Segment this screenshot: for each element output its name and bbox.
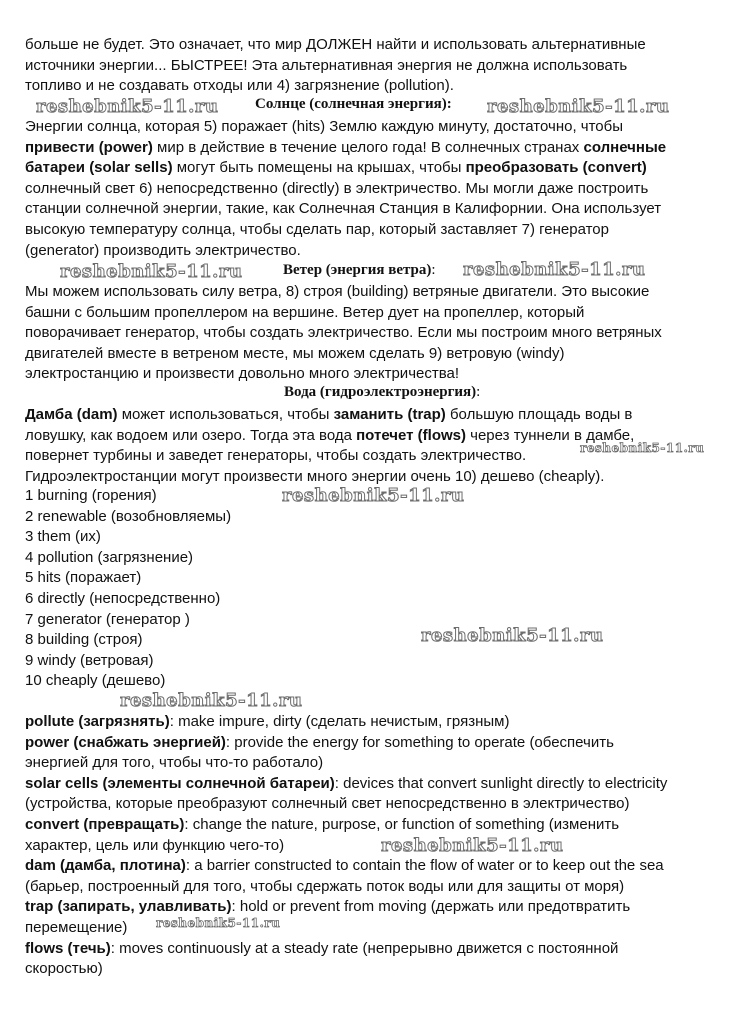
text-line: электростанцию и произвести довольно много электричества! [25, 365, 460, 383]
answers-list [25, 486, 725, 692]
text-run: повернет турбины и заведет генераторы, чтобы создать электричество. [25, 447, 527, 465]
glossary-entry [25, 774, 725, 795]
glossary-definition: : devices that convert sunlight directly to electricity [334, 774, 668, 792]
glossary-definition: : change the nature, purpose, or function of something (изменить [184, 815, 620, 833]
watermark: reshebnik5-11.ru [120, 690, 303, 711]
answer-item: 2 renewable (возобновляемы) [25, 507, 232, 525]
bold-term: Дамба (dam) [25, 406, 118, 423]
glossary-definition: энергией для того, чтобы что-то работало) [25, 754, 324, 772]
glossary-definition: : moves continuously at a steady rate (непрерывно движется с постоянной [110, 939, 619, 957]
glossary-continuation [25, 959, 725, 980]
glossary-entry [25, 856, 725, 877]
glossary-definition: : make impure, dirty (сделать нечистым, грязным) [169, 713, 510, 730]
answer-item: 4 pollution (загрязнение) [25, 548, 194, 566]
watermark: reshebnik5-11.ru [60, 261, 243, 282]
glossary-definition: (барьер, построенный для того, чтобы сдержать поток воды или для защиты от моря) [25, 877, 625, 895]
glossary-entry [25, 733, 725, 754]
heading-colon: : [431, 262, 436, 278]
watermark: reshebnik5-11.ru [421, 625, 604, 646]
watermark: reshebnik5-11.ru [282, 485, 465, 506]
text-run: могут быть помещены на крышах, чтобы [172, 159, 466, 177]
answer-item: 7 generator (генератор ) [25, 610, 190, 628]
sun-paragraph [25, 117, 725, 261]
text-line: больше не будет. Это означает, что мир ДОЛЖЕН найти и использовать альтернативные [25, 36, 646, 53]
text-run: может использоваться, чтобы [117, 406, 334, 423]
text-run: солнечный свет 6) непосредственно (directly) в электричество. Мы могли даже построить [25, 179, 649, 197]
watermark: reshebnik5-11.ru [580, 441, 705, 455]
glossary-term: flows (течь) [25, 939, 111, 957]
glossary-continuation [25, 794, 725, 815]
text-line: поворачивает генератор, чтобы создать электричество. Если мы построим много ветряных [25, 324, 662, 342]
section-heading-sun: Солнце (солнечная энергия): [255, 96, 452, 112]
text-line: Мы можем использовать силу ветра, 8) строя (building) ветряные двигатели. Это высокие [25, 283, 650, 300]
glossary-definition: : hold or prevent from moving (держать или предотвратить [231, 898, 631, 916]
glossary-continuation [25, 877, 725, 898]
glossary-definition: перемещение) [25, 918, 128, 936]
answer-item: 1 burning (горения) [25, 487, 157, 504]
text-line [25, 199, 725, 220]
glossary-entry [25, 939, 725, 960]
glossary-term: dam (дамба, плотина) [25, 857, 186, 875]
glossary-term: power (снабжать энергией) [25, 733, 226, 751]
text-line: башни с большим пропеллером на вершине. Ветер дует на пропеллер, который [25, 303, 585, 321]
watermark: reshebnik5-11.ru [36, 96, 219, 117]
text-line [25, 220, 725, 241]
glossary-entry [25, 897, 725, 918]
heading-colon: : [476, 384, 481, 400]
heading-text: Ветер (энергия ветра) [283, 262, 432, 278]
answer-item: 9 windy (ветровая) [25, 651, 154, 669]
glossary-definition: : a barrier constructed to contain the flow of water or to keep out the sea [185, 857, 664, 875]
glossary-continuation [25, 918, 725, 939]
glossary-term: pollute (загрязнять) [25, 713, 170, 730]
answer-item: 8 building (строя) [25, 631, 143, 649]
glossary-term: convert (превращать) [25, 815, 185, 833]
text-run: большую площадь воды в [445, 406, 633, 423]
text-line [25, 138, 725, 159]
text-run: (generator) производить электричество. [25, 241, 301, 259]
glossary-definition: : provide the energy for something to operate (обеспечить [225, 733, 614, 751]
bold-term: преобразовать (convert) [465, 159, 647, 177]
watermark: reshebnik5-11.ru [381, 835, 564, 856]
glossary-continuation [25, 753, 725, 774]
watermark: reshebnik5-11.ru [463, 259, 646, 280]
watermark: reshebnik5-11.ru [487, 96, 670, 117]
glossary-definition: характер, цель или функцию чего-то) [25, 836, 285, 854]
bold-term: заманить (trap) [333, 406, 446, 423]
section-heading-wind [283, 262, 436, 279]
section-heading-water [284, 384, 480, 401]
answer-item: 6 directly (непосредственно) [25, 589, 221, 607]
watermark: reshebnik5-11.ru [156, 916, 281, 930]
bold-term: привести (power) [25, 138, 153, 156]
heading-text: Вода (гидроэлектроэнергия) [284, 384, 477, 400]
glossary-term: solar cells (элементы солнечной батареи) [25, 774, 335, 792]
text-line [25, 158, 725, 179]
glossary-continuation [25, 836, 725, 857]
text-run: Гидроэлектростанции могут произвести много энергии очень 10) дешево (cheaply). [25, 467, 605, 485]
glossary-entry [25, 712, 725, 733]
bold-term: батареи (solar sells) [25, 159, 173, 177]
intro-paragraph [25, 35, 725, 97]
text-run: мир в действие в течение целого года! В солнечных странах [152, 138, 584, 156]
answer-item: 3 them (их) [25, 528, 101, 546]
text-line: двигателей вместе в ветреном месте, мы можем сделать 9) ветровую (windy) [25, 344, 565, 362]
answer-item: 10 cheaply (дешево) [25, 672, 166, 690]
bold-term: потечет (flows) [356, 426, 466, 444]
text-line: топливо и не создавать отходы или 4) загрязнение (pollution). [25, 77, 454, 95]
text-run: ловушку, как водоем или озеро. Тогда эта вода [25, 426, 357, 444]
text-run: через туннели в дамбе, [465, 426, 635, 444]
glossary-definition: (устройства, которые преобразуют солнечный свет непосредственно в электричество) [25, 795, 630, 813]
wind-paragraph [25, 282, 725, 385]
text-line: источники энергии... БЫСТРЕЕ! Эта альтернативная энергия не должна использовать [25, 56, 628, 74]
glossary-definition: скоростью) [25, 960, 103, 978]
bold-term: солнечные [583, 138, 667, 156]
text-run: высокую температуру солнца, чтобы сделать пар, который заставляет 7) генератор [25, 220, 609, 238]
text-run: станции солнечной энергии, такие, как Солнечная Станция в Калифорнии. Она использует [25, 200, 662, 218]
text-line [25, 405, 725, 426]
text-run: Энергии солнца, которая 5) поражает (hits) Землю каждую минуту, достаточно, чтобы [25, 118, 624, 135]
answer-item: 5 hits (поражает) [25, 569, 142, 587]
glossary-entry [25, 815, 725, 836]
text-line [25, 117, 725, 138]
text-line [25, 179, 725, 200]
glossary-term: trap (запирать, улавливать) [25, 898, 232, 916]
glossary [25, 712, 725, 980]
